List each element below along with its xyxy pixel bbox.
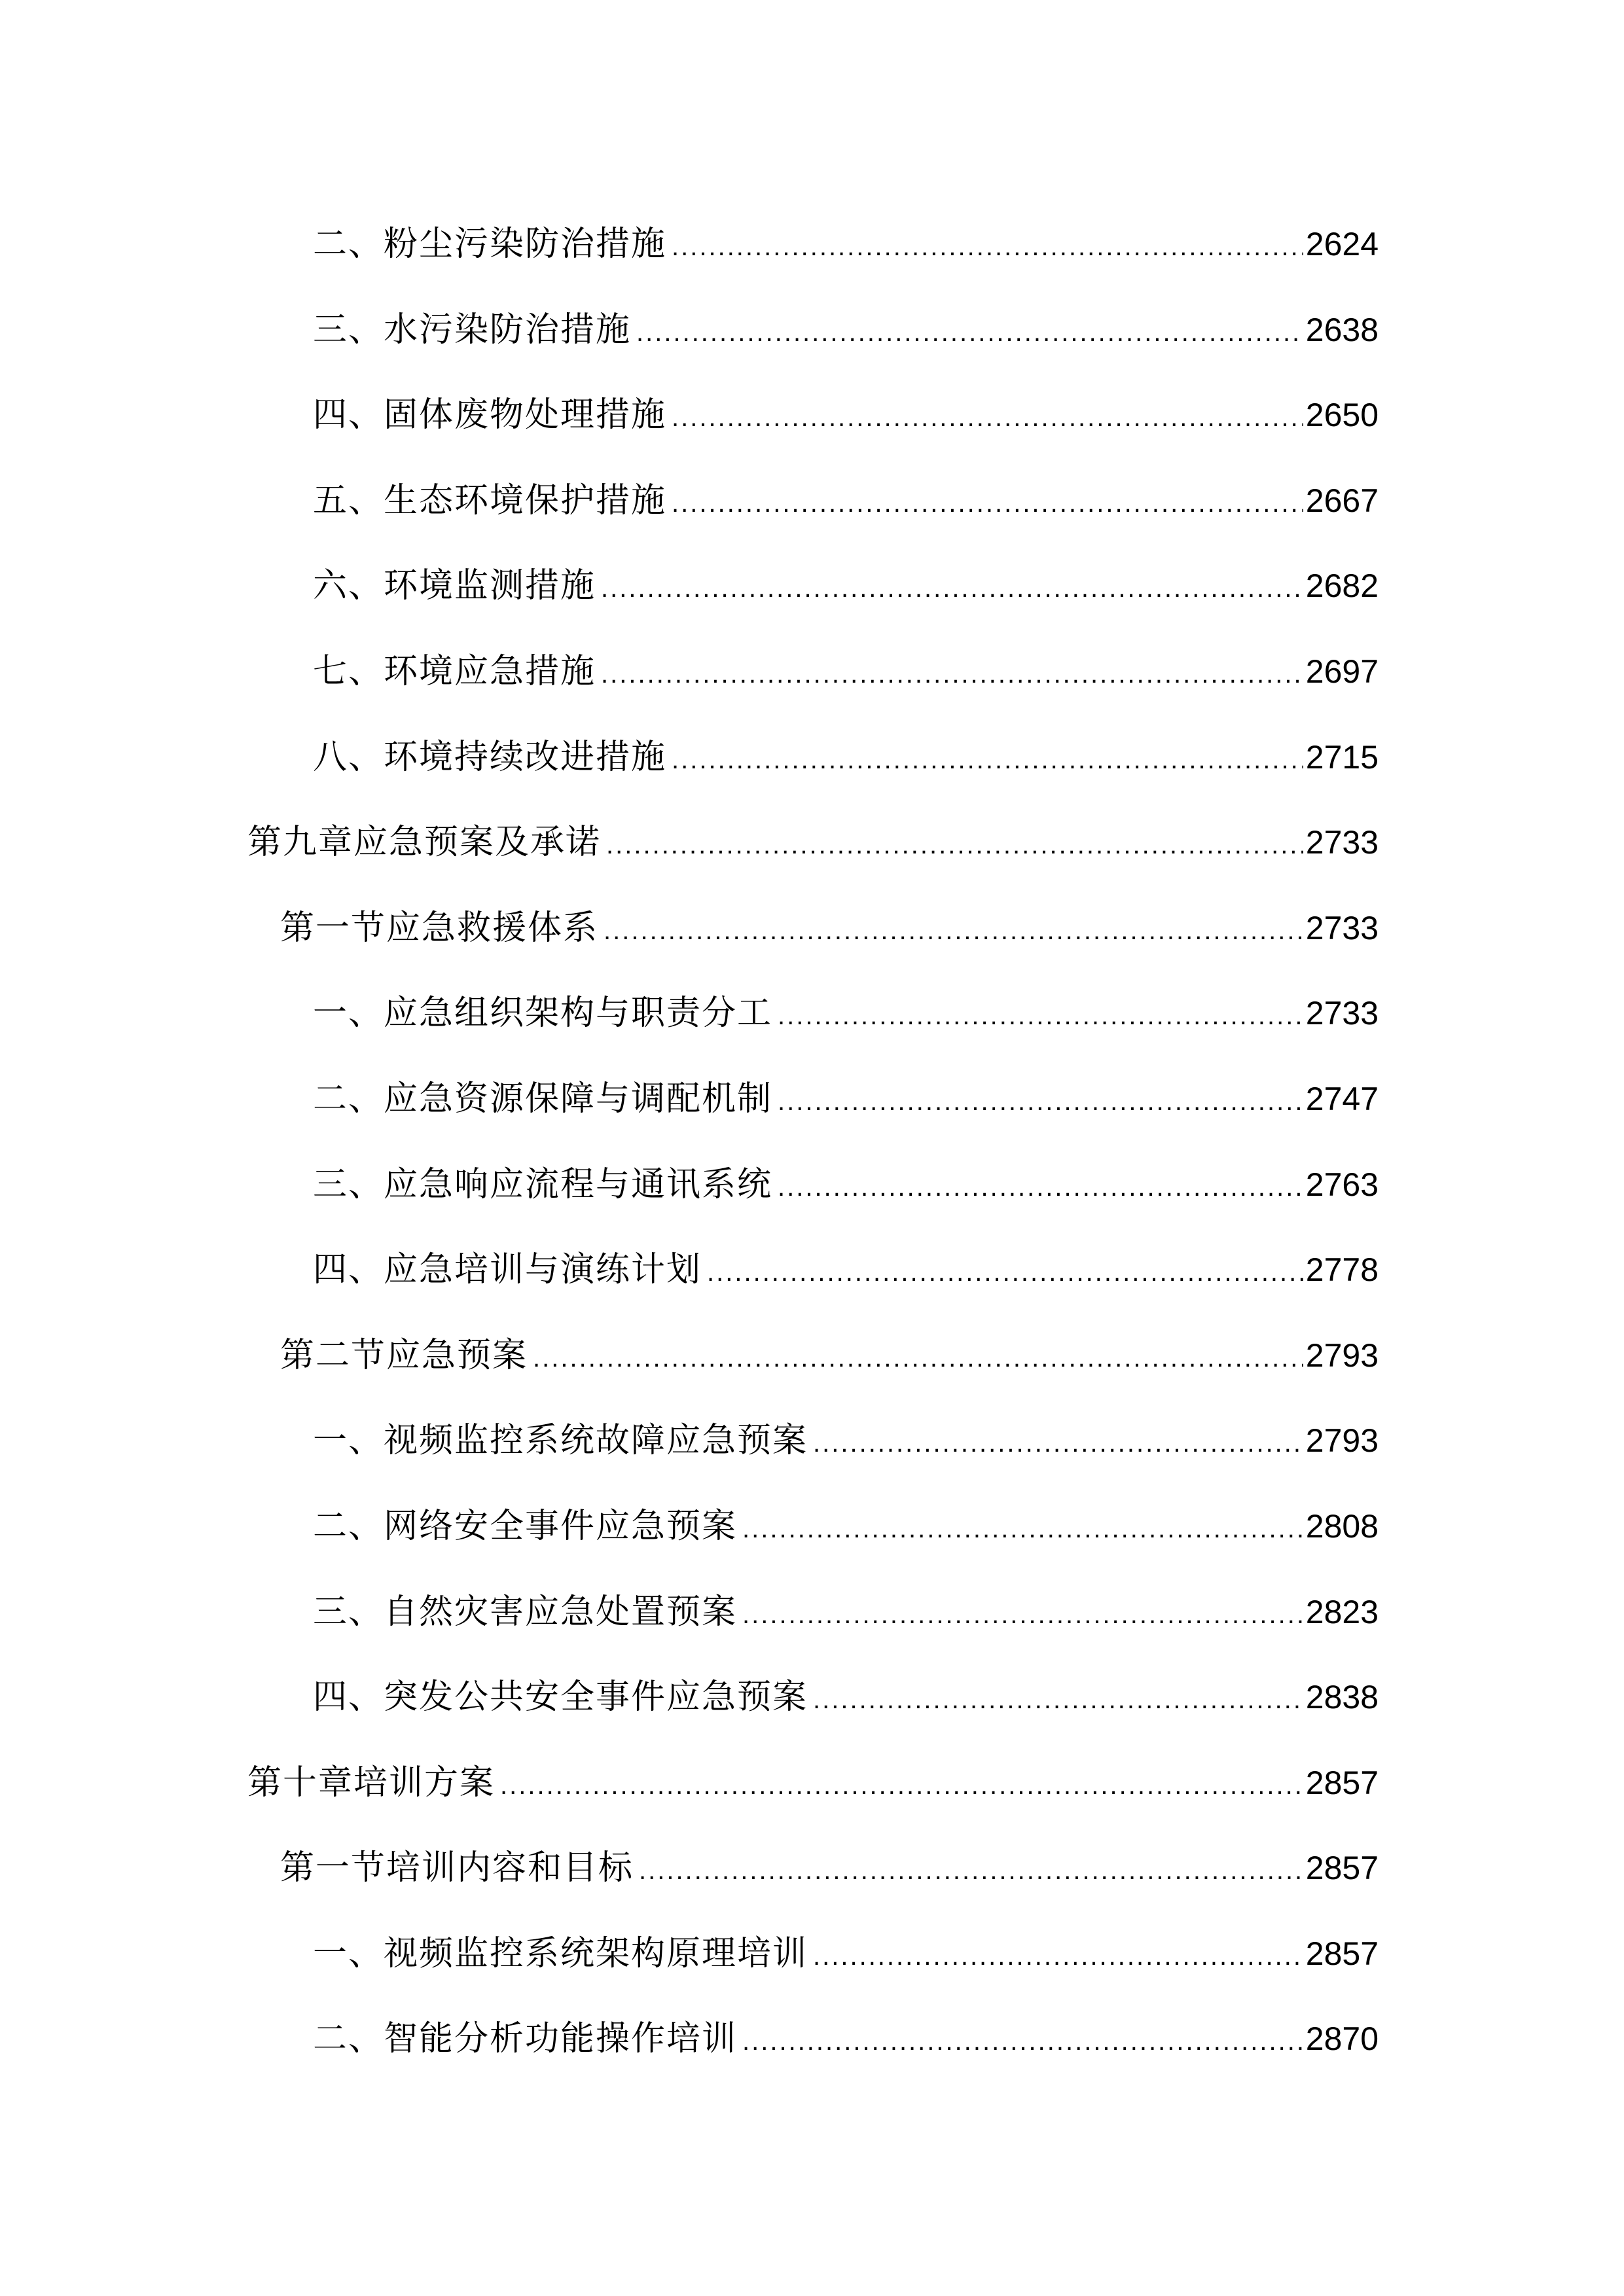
toc-entry[interactable] bbox=[247, 629, 1379, 715]
toc-entry-title: 四、突发公共安全事件应急预案 bbox=[313, 1677, 808, 1717]
toc-entry-title: 二、粉尘污染防治措施 bbox=[313, 224, 667, 264]
dot-leader bbox=[533, 1316, 1303, 1401]
toc-entry-title: 七、环境应急措施 bbox=[313, 651, 596, 691]
toc-chapter-entry[interactable] bbox=[247, 1740, 1379, 1826]
toc-entry-title: 一、视频监控系统故障应急预案 bbox=[313, 1421, 808, 1461]
dot-leader bbox=[639, 1828, 1303, 1914]
toc-entry-title: 二、智能分析功能操作培训 bbox=[313, 2019, 738, 2059]
toc-entry-title: 第一节培训内容和目标 bbox=[280, 1848, 634, 1888]
toc-entry[interactable] bbox=[247, 1996, 1379, 2082]
toc-page-number: 2747 bbox=[1305, 1080, 1379, 1117]
toc-entry[interactable] bbox=[247, 458, 1379, 544]
toc-entry-title: 第二节应急预案 bbox=[280, 1335, 528, 1375]
toc-entry[interactable] bbox=[247, 1398, 1379, 1484]
dot-leader bbox=[604, 888, 1303, 974]
toc-chapter-entry[interactable] bbox=[247, 800, 1379, 886]
dot-leader bbox=[672, 717, 1303, 803]
toc-page-number: 2667 bbox=[1305, 482, 1379, 519]
toc-page-number: 2857 bbox=[1305, 1850, 1379, 1887]
toc-page-number: 2715 bbox=[1305, 738, 1379, 776]
toc-entry-title: 二、网络安全事件应急预案 bbox=[313, 1506, 738, 1546]
toc-entry[interactable] bbox=[247, 1142, 1379, 1228]
toc-entry-title: 五、生态环境保护措施 bbox=[313, 480, 667, 520]
dot-leader bbox=[672, 461, 1303, 547]
toc-entry[interactable] bbox=[247, 1227, 1379, 1313]
dot-leader bbox=[742, 1486, 1303, 1572]
toc-entry[interactable] bbox=[247, 372, 1379, 458]
toc-page-number: 2733 bbox=[1305, 824, 1379, 861]
toc-entry-title: 三、自然灾害应急处置预案 bbox=[313, 1592, 738, 1632]
dot-leader bbox=[707, 1230, 1303, 1316]
toc-entry[interactable] bbox=[247, 1056, 1379, 1142]
toc-page-number: 2697 bbox=[1305, 653, 1379, 690]
toc-entry-title: 三、水污染防治措施 bbox=[313, 310, 632, 350]
dot-leader bbox=[778, 1059, 1303, 1145]
toc-entry[interactable] bbox=[247, 715, 1379, 800]
toc-entry[interactable] bbox=[247, 1570, 1379, 1655]
dot-leader bbox=[813, 1657, 1303, 1743]
toc-page-number: 2682 bbox=[1305, 567, 1379, 605]
toc-page-number: 2808 bbox=[1305, 1507, 1379, 1545]
toc-page-number: 2793 bbox=[1305, 1422, 1379, 1460]
toc-page-number: 2733 bbox=[1305, 909, 1379, 946]
toc-entry-title: 六、环境监测措施 bbox=[313, 566, 596, 606]
toc-page-number: 2763 bbox=[1305, 1166, 1379, 1203]
toc-section-entry[interactable] bbox=[247, 886, 1379, 971]
toc-entry[interactable] bbox=[247, 287, 1379, 373]
dot-leader bbox=[601, 632, 1303, 717]
toc-page-number: 2733 bbox=[1305, 995, 1379, 1032]
dot-leader bbox=[500, 1743, 1303, 1829]
dot-leader bbox=[813, 1401, 1303, 1486]
dot-leader bbox=[742, 1572, 1303, 1658]
toc-page-number: 2778 bbox=[1305, 1251, 1379, 1289]
toc-page-number: 2857 bbox=[1305, 1935, 1379, 1972]
dot-leader bbox=[778, 1145, 1303, 1230]
toc-page-number: 2650 bbox=[1305, 397, 1379, 434]
toc-entry-title: 第九章应急预案及承诺 bbox=[247, 823, 602, 863]
table-of-contents bbox=[247, 202, 1379, 2082]
toc-entry-title: 第十章培训方案 bbox=[247, 1763, 496, 1803]
toc-entry[interactable] bbox=[247, 202, 1379, 287]
dot-leader bbox=[601, 546, 1303, 632]
dot-leader bbox=[672, 375, 1303, 461]
toc-page-number: 2870 bbox=[1305, 2020, 1379, 2058]
toc-entry[interactable] bbox=[247, 971, 1379, 1056]
dot-leader bbox=[742, 1999, 1303, 2085]
toc-page-number: 2823 bbox=[1305, 1593, 1379, 1630]
toc-entry[interactable] bbox=[247, 543, 1379, 629]
toc-entry[interactable] bbox=[247, 1484, 1379, 1570]
toc-entry[interactable] bbox=[247, 1655, 1379, 1740]
toc-entry-title: 四、应急培训与演练计划 bbox=[313, 1250, 702, 1290]
toc-entry-title: 一、应急组织架构与职责分工 bbox=[313, 994, 773, 1033]
toc-page-number: 2793 bbox=[1305, 1336, 1379, 1374]
toc-entry-title: 四、固体废物处理措施 bbox=[313, 395, 667, 435]
toc-entry-title: 二、应急资源保障与调配机制 bbox=[313, 1079, 773, 1119]
dot-leader bbox=[606, 802, 1303, 888]
toc-entry-title: 第一节应急救援体系 bbox=[280, 908, 599, 948]
dot-leader bbox=[636, 290, 1303, 376]
toc-entry[interactable] bbox=[247, 1911, 1379, 1997]
toc-page-number: 2857 bbox=[1305, 1764, 1379, 1801]
toc-entry-title: 一、视频监控系统架构原理培训 bbox=[313, 1933, 808, 1973]
toc-entry-title: 三、应急响应流程与通讯系统 bbox=[313, 1164, 773, 1204]
toc-entry-title: 八、环境持续改进措施 bbox=[313, 737, 667, 777]
toc-section-entry[interactable] bbox=[247, 1313, 1379, 1399]
toc-page-number: 2624 bbox=[1305, 226, 1379, 262]
toc-page-number: 2638 bbox=[1305, 311, 1379, 348]
dot-leader bbox=[672, 204, 1303, 290]
dot-leader bbox=[778, 973, 1303, 1059]
toc-section-entry[interactable] bbox=[247, 1825, 1379, 1911]
dot-leader bbox=[813, 1914, 1303, 2000]
toc-page-number: 2838 bbox=[1305, 1679, 1379, 1716]
